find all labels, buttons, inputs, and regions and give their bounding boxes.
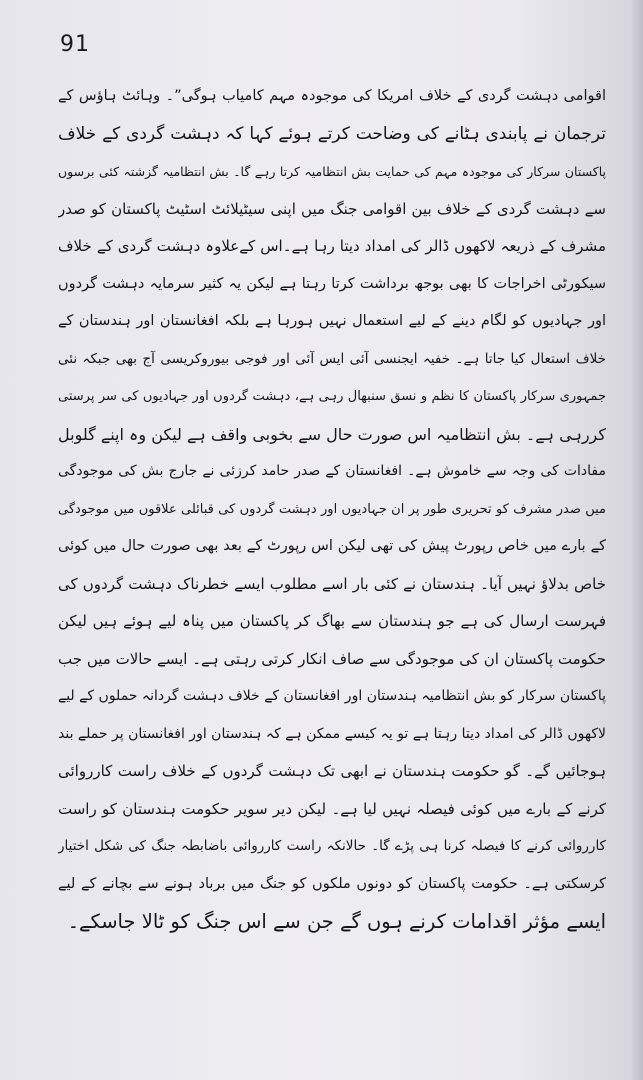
text-line: کررہی ہے۔ بش انتظامیہ اس صورت حال سے بخوبی واقف ہے لیکن وہ اپنے گلوبل [58,424,606,444]
text-line: لاکھوں ڈالر کی امداد دیتا رہتا ہے تو یہ کیسے ممکن ہے کہ ہندستان اور افغانستان پر حملے بند [58,725,606,742]
text-line: خاص بدلاؤ نہیں آیا۔ ہندستان نے کئی بار اسے مطلوب ایسے خطرناک دہشت گردوں کی [58,574,606,593]
text-line: حکومت پاکستان ان کی موجودگی سے صاف انکار کرتی رہتی ہے۔ ایسے حالات میں جب [58,649,606,668]
text-line: مشرف کے ذریعہ لاکھوں ڈالر کی امداد دیتا رہا ہے۔اس کےعلاوہ دہشت گردی کے خلاف [58,237,606,255]
text-line: ایسے مؤثر اقدامات کرنے ہوں گے جن سے اس جنگ کو ٹالا جاسکے۔ [67,910,606,933]
text-line: جمہوری سرکار پاکستان کا نظم و نسق سنبھال رہی ہے، دہشت گردوں اور جہادیوں کی سر پرستی [58,389,606,404]
text-line: ہوجائیں گے۔ گو حکومت ہندستان نے ابھی تک دہشت گردوں کے خلاف راست کارروائی [58,762,606,780]
page-edge-shadow [631,0,643,1080]
text-line: ترجمان نے پابندی ہٹانے کی وضاحت کرتے ہوئے کہا کہ دہشت گردی کے خلاف [58,123,606,144]
text-line: اور جہادیوں کو لگام دینے کے لیے استعمال نہیں ہورہا ہے بلکہ افغانستان اور ہندستان کے [58,313,606,329]
text-line: اقوامی دہشت گردی کے خلاف امریکا کی موجودہ مہم کامیاب ہوگی”۔ وہائٹ ہاؤس کے [58,88,606,104]
text-line: خلاف استعال کیا جاتا ہے۔ خفیہ ایجنسی آئی ایس آئی اور فوجی بیوروکریسی آج بھی جبکہ نئی [58,350,606,367]
text-line: سیکورٹی اخراجات کا بھی بوجھ برداشت کرتا رہتا ہے لیکن یہ کثیر سرمایہ دہشت گردوں [58,275,606,292]
text-line: سے دہشت گردی کے خلاف بین اقوامی جنگ میں اپنی سیٹیلائٹ اسٹیٹ پاکستان کو صدر [58,199,606,218]
text-line: فہرست ارسال کی ہے جو ہندستان سے بھاگ کر پاکستان میں پناہ لیے ہوئے ہیں لیکن [58,612,606,630]
text-line: میں صدر مشرف کو تحریری طور پر ان جہادیوں اور دہشت گردوں کی قبائلی علاقوں میں موجودگی [58,501,606,517]
text-line: پاکستان سرکار کو بش انتظامیہ ہندستان اور افغانستان کے خلاف دہشت گردانہ حملوں کے لیے [58,688,606,704]
page-number: 91 [60,32,90,57]
text-line: کارروائی کرنے کا فیصلہ کرنا ہی پڑے گا۔ حالانکہ راست کارروائی باضابطہ جنگ کی شکل اختیار [58,838,606,854]
text-line: مفادات کی وجہ سے خاموش ہے۔ افغانستان کے صدر حامد کرزئی نے جارج بش کی موجودگی [58,463,606,479]
text-line: کے بارے میں خاص رپورٹ پیش کی تھی لیکن اس رپورٹ کے بعد بھی صورت حال میں کوئی [58,538,606,554]
body-text [58,78,606,941]
text-line: کرنے کے بارے میں کوئی فیصلہ نہیں لیا ہے۔ لیکن دیر سویر حکومت ہندستان کو راست [58,799,606,818]
text-line: کرسکتی ہے۔ حکومت پاکستان کو دونوں ملکوں کو جنگ میں برباد ہونے سے بچانے کے لیے [58,875,606,892]
text-line: پاکستان سرکار کی موجودہ مہم کی حمایت بش انتظامیہ کرتا رہے گا۔ بش انتظامیہ گزشتہ کئی برسوں [58,164,606,179]
